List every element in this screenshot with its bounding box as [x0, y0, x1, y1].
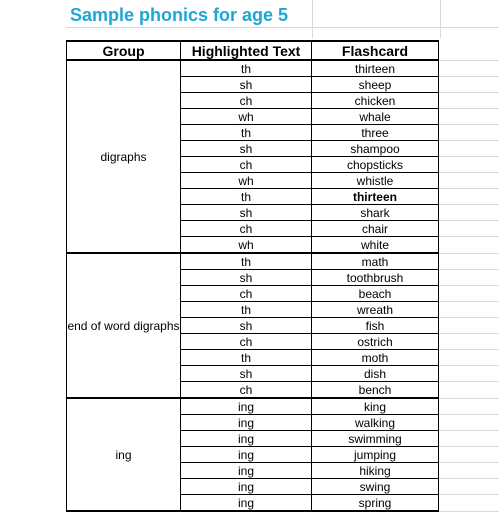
title-gridline — [440, 0, 441, 38]
highlighted-text-cell[interactable]: ch — [181, 382, 312, 399]
highlighted-text-cell[interactable]: ing — [181, 431, 312, 447]
highlighted-text-cell[interactable]: th — [181, 125, 312, 141]
empty-cell[interactable] — [439, 431, 499, 447]
flashcard-cell[interactable]: bench — [312, 382, 439, 399]
flashcard-cell[interactable]: chopsticks — [312, 157, 439, 173]
flashcard-cell[interactable]: king — [312, 398, 439, 415]
highlighted-text-cell[interactable]: ch — [181, 334, 312, 350]
table-body — [67, 60, 499, 511]
title-gridline — [312, 0, 313, 38]
empty-cell[interactable] — [439, 318, 499, 334]
flashcard-cell[interactable]: shark — [312, 205, 439, 221]
flashcard-cell[interactable]: spring — [312, 495, 439, 512]
empty-cell[interactable] — [439, 270, 499, 286]
empty-cell[interactable] — [439, 109, 499, 125]
empty-cell[interactable] — [439, 237, 499, 254]
flashcard-cell[interactable]: three — [312, 125, 439, 141]
empty-cell[interactable] — [439, 302, 499, 318]
highlighted-text-cell[interactable]: sh — [181, 77, 312, 93]
flashcard-cell[interactable]: dish — [312, 366, 439, 382]
flashcard-cell[interactable]: jumping — [312, 447, 439, 463]
group-cell[interactable]: end of word digraphs — [67, 253, 181, 398]
highlighted-text-cell[interactable]: ing — [181, 415, 312, 431]
flashcard-cell[interactable]: ostrich — [312, 334, 439, 350]
header-group[interactable]: Group — [67, 41, 181, 60]
flashcard-cell[interactable]: beach — [312, 286, 439, 302]
empty-cell[interactable] — [439, 286, 499, 302]
empty-cell[interactable] — [439, 77, 499, 93]
highlighted-text-cell[interactable]: th — [181, 350, 312, 366]
empty-cell[interactable] — [439, 41, 499, 60]
highlighted-text-cell[interactable]: sh — [181, 366, 312, 382]
empty-cell[interactable] — [439, 141, 499, 157]
group-cell[interactable]: ing — [67, 398, 181, 511]
empty-cell[interactable] — [439, 447, 499, 463]
highlighted-text-cell[interactable]: ing — [181, 479, 312, 495]
highlighted-text-cell[interactable]: wh — [181, 173, 312, 189]
flashcard-cell[interactable]: white — [312, 237, 439, 254]
phonics-table — [66, 40, 499, 512]
empty-cell[interactable] — [439, 157, 499, 173]
highlighted-text-cell[interactable]: wh — [181, 237, 312, 254]
empty-cell[interactable] — [439, 93, 499, 109]
flashcard-cell[interactable]: chair — [312, 221, 439, 237]
flashcard-cell[interactable]: whale — [312, 109, 439, 125]
flashcard-cell[interactable]: fish — [312, 318, 439, 334]
flashcard-cell[interactable]: sheep — [312, 77, 439, 93]
flashcard-cell[interactable]: wreath — [312, 302, 439, 318]
highlighted-text-cell[interactable]: wh — [181, 109, 312, 125]
flashcard-cell[interactable]: swimming — [312, 431, 439, 447]
highlighted-text-cell[interactable]: ing — [181, 463, 312, 479]
empty-cell[interactable] — [439, 60, 499, 77]
table-row — [67, 398, 499, 415]
table-row — [67, 253, 499, 270]
flashcard-cell[interactable]: math — [312, 253, 439, 270]
empty-cell[interactable] — [439, 334, 499, 350]
highlighted-text-cell[interactable]: th — [181, 60, 312, 77]
highlighted-text-cell[interactable]: sh — [181, 205, 312, 221]
group-cell[interactable]: digraphs — [67, 60, 181, 253]
empty-cell[interactable] — [439, 350, 499, 366]
flashcard-cell[interactable]: thirteen — [312, 60, 439, 77]
highlighted-text-cell[interactable]: ch — [181, 286, 312, 302]
flashcard-cell[interactable]: walking — [312, 415, 439, 431]
empty-cell[interactable] — [439, 398, 499, 415]
empty-cell[interactable] — [439, 479, 499, 495]
highlighted-text-cell[interactable]: sh — [181, 141, 312, 157]
highlighted-text-cell[interactable]: ch — [181, 157, 312, 173]
flashcard-cell[interactable]: swing — [312, 479, 439, 495]
sheet-title[interactable]: Sample phonics for age 5 — [70, 5, 289, 25]
flashcard-cell[interactable]: shampoo — [312, 141, 439, 157]
flashcard-cell[interactable]: thirteen — [312, 189, 439, 205]
empty-cell[interactable] — [439, 221, 499, 237]
highlighted-text-cell[interactable]: ing — [181, 398, 312, 415]
empty-cell[interactable] — [439, 463, 499, 479]
highlighted-text-cell[interactable]: ch — [181, 93, 312, 109]
highlighted-text-cell[interactable]: th — [181, 302, 312, 318]
flashcard-cell[interactable]: moth — [312, 350, 439, 366]
empty-cell[interactable] — [439, 253, 499, 270]
highlighted-text-cell[interactable]: ch — [181, 221, 312, 237]
flashcard-cell[interactable]: chicken — [312, 93, 439, 109]
empty-cell[interactable] — [439, 415, 499, 431]
highlighted-text-cell[interactable]: th — [181, 189, 312, 205]
highlighted-text-cell[interactable]: sh — [181, 318, 312, 334]
empty-cell[interactable] — [439, 382, 499, 399]
highlighted-text-cell[interactable]: ing — [181, 447, 312, 463]
empty-cell[interactable] — [439, 125, 499, 141]
flashcard-cell[interactable]: hiking — [312, 463, 439, 479]
title-gridline — [66, 27, 499, 28]
header-flashcard[interactable]: Flashcard — [312, 41, 439, 60]
highlighted-text-cell[interactable]: ing — [181, 495, 312, 512]
flashcard-cell[interactable]: whistle — [312, 173, 439, 189]
empty-cell[interactable] — [439, 205, 499, 221]
empty-cell[interactable] — [439, 189, 499, 205]
highlighted-text-cell[interactable]: sh — [181, 270, 312, 286]
empty-cell[interactable] — [439, 173, 499, 189]
empty-cell[interactable] — [439, 366, 499, 382]
highlighted-text-cell[interactable]: th — [181, 253, 312, 270]
empty-cell[interactable] — [439, 495, 499, 512]
header-highlighted-text[interactable]: Highlighted Text — [181, 41, 312, 60]
flashcard-cell[interactable]: toothbrush — [312, 270, 439, 286]
table-row — [67, 60, 499, 77]
header-row — [67, 41, 499, 60]
